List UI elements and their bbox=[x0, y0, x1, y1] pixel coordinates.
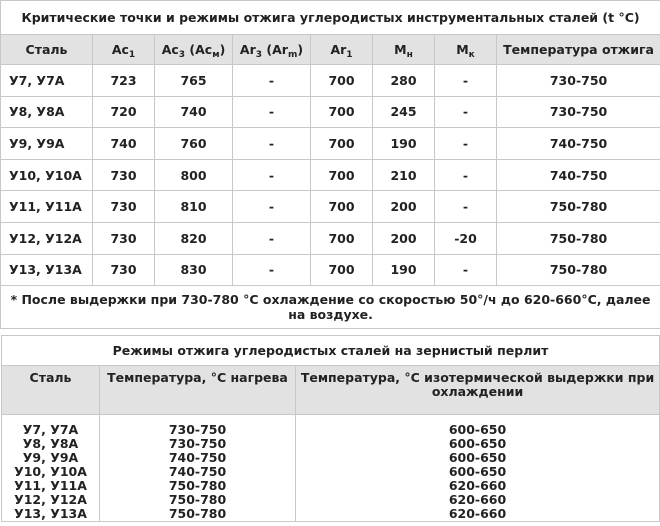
column-header-steel bbox=[1, 35, 93, 65]
value-cell: - bbox=[435, 191, 497, 223]
value-cell: 245 bbox=[373, 96, 435, 128]
column-header-steel: Сталь bbox=[2, 366, 100, 415]
header-alt-subscript: м bbox=[212, 50, 220, 60]
value-cell: 740 bbox=[93, 128, 155, 160]
header-main: Ac bbox=[161, 42, 179, 57]
table-row bbox=[1, 65, 660, 97]
table-row bbox=[1, 254, 660, 286]
granular-pearlite-annealing-table bbox=[1, 335, 660, 522]
value-cell: 210 bbox=[373, 159, 435, 191]
table-row bbox=[1, 159, 660, 191]
heating-temperature-line: 740-750 bbox=[168, 464, 227, 479]
holding-temperature-line: 620-660 bbox=[448, 478, 507, 493]
steel-grade-cell: У11, У11А bbox=[1, 191, 93, 223]
value-cell: - bbox=[435, 159, 497, 191]
steel-grades-cell bbox=[2, 415, 100, 522]
holding-temperature-line: 600-650 bbox=[448, 450, 507, 465]
header-subscript: к bbox=[468, 50, 475, 60]
column-header-mk bbox=[435, 35, 497, 65]
value-cell: 700 bbox=[311, 191, 373, 223]
steel-grade-line: У12, У12А bbox=[14, 492, 87, 507]
value-cell: 830 bbox=[155, 254, 233, 286]
value-cell: 700 bbox=[311, 159, 373, 191]
value-cell: - bbox=[233, 222, 311, 254]
value-cell: 200 bbox=[373, 222, 435, 254]
value-cell: 800 bbox=[155, 159, 233, 191]
heating-temperature-line: 740-750 bbox=[168, 450, 227, 465]
column-header-annealing-temperature bbox=[497, 35, 660, 65]
holding-temperatures-cell bbox=[296, 415, 660, 522]
steel-grade-cell: У8, У8А bbox=[1, 96, 93, 128]
value-cell: 740 bbox=[155, 96, 233, 128]
column-header-ar1 bbox=[311, 35, 373, 65]
value-cell: - bbox=[233, 128, 311, 160]
value-cell: 730 bbox=[93, 159, 155, 191]
header-main: Температура отжига bbox=[503, 42, 654, 57]
table-title: Критические точки и режимы отжига углеродистых инструментальных сталей (t °C) bbox=[1, 1, 660, 35]
value-cell: - bbox=[435, 128, 497, 160]
value-cell: 700 bbox=[311, 222, 373, 254]
header-subscript: 1 bbox=[346, 50, 353, 60]
value-cell: 190 bbox=[373, 254, 435, 286]
value-cell: - bbox=[435, 65, 497, 97]
steel-grade-line: У9, У9А bbox=[22, 450, 79, 465]
holding-temperature-line: 620-660 bbox=[448, 506, 507, 521]
steel-grade-cell: У9, У9А bbox=[1, 128, 93, 160]
value-cell: 200 bbox=[373, 191, 435, 223]
table-row bbox=[1, 128, 660, 160]
header-main: M bbox=[394, 42, 407, 57]
column-header-ac3-acm: $Ac_3$ $(Ac_м)$ bbox=[155, 35, 233, 65]
header-main: Ar bbox=[239, 42, 256, 57]
header-main: Ar bbox=[330, 42, 347, 57]
holding-temperature-line: 600-650 bbox=[448, 422, 507, 437]
header-alt-subscript: m bbox=[287, 50, 298, 60]
table-row bbox=[1, 222, 660, 254]
heating-temperatures-cell bbox=[100, 415, 296, 522]
value-cell: - bbox=[233, 65, 311, 97]
header-main: Ac bbox=[111, 42, 129, 57]
table-row bbox=[1, 191, 660, 223]
header-alt: Ac bbox=[195, 42, 213, 57]
value-cell: 730 bbox=[93, 254, 155, 286]
column-header-ac1 bbox=[93, 35, 155, 65]
heating-temperature-line: 730-750 bbox=[168, 436, 227, 451]
value-cell: - bbox=[233, 254, 311, 286]
steel-grade-line: У10, У10А bbox=[14, 464, 87, 479]
steel-grade-line: У7, У7А bbox=[22, 422, 79, 437]
header-subscript: 3 bbox=[178, 50, 186, 60]
heating-temperature-line: 750-780 bbox=[168, 506, 227, 521]
value-cell: - bbox=[233, 159, 311, 191]
steel-grade-line: У8, У8А bbox=[22, 436, 79, 451]
steel-grade-line: У13, У13А bbox=[14, 506, 87, 521]
header-subscript: н bbox=[406, 50, 413, 60]
value-cell: 740-750 bbox=[497, 159, 660, 191]
steel-grade-line: У11, У11А bbox=[14, 478, 87, 493]
value-cell: 723 bbox=[93, 65, 155, 97]
steel-grade-cell: У13, У13А bbox=[1, 254, 93, 286]
column-header-mn bbox=[373, 35, 435, 65]
header-subscript: 1 bbox=[128, 50, 136, 60]
value-cell: 730-750 bbox=[497, 65, 660, 97]
value-cell: 740-750 bbox=[497, 128, 660, 160]
table-title: Режимы отжига углеродистых сталей на зернистый перлит bbox=[2, 336, 660, 366]
steel-grade-cell: У7, У7А bbox=[1, 65, 93, 97]
value-cell: 730-750 bbox=[497, 96, 660, 128]
header-alt: Ar bbox=[272, 42, 288, 57]
value-cell: 750-780 bbox=[497, 254, 660, 286]
value-cell: -20 bbox=[435, 222, 497, 254]
holding-temperature-line: 600-650 bbox=[448, 436, 507, 451]
table-row bbox=[1, 96, 660, 128]
value-cell: 750-780 bbox=[497, 222, 660, 254]
heating-temperature-line: 730-750 bbox=[168, 422, 227, 437]
heating-temperature-line: 750-780 bbox=[168, 492, 227, 507]
value-cell: 700 bbox=[311, 128, 373, 160]
heating-temperature-line: 750-780 bbox=[168, 478, 227, 493]
value-cell: 730 bbox=[93, 191, 155, 223]
holding-temperature-line: 620-660 bbox=[448, 492, 507, 507]
header-main: M bbox=[456, 42, 469, 57]
value-cell: 700 bbox=[311, 96, 373, 128]
value-cell: 765 bbox=[155, 65, 233, 97]
header-subscript: 3 bbox=[255, 50, 263, 60]
column-header-holding-temperature: Температура, °С изотермической выдержки при охлаждении bbox=[296, 366, 660, 415]
value-cell: 750-780 bbox=[497, 191, 660, 223]
value-cell: 700 bbox=[311, 65, 373, 97]
value-cell: 760 bbox=[155, 128, 233, 160]
holding-temperature-line: 600-650 bbox=[448, 464, 507, 479]
table-footnote: * После выдержки при 730-780 °С охлаждение со скоростью 50°/ч до 620-660°С, далее на воздухе. bbox=[1, 286, 660, 329]
value-cell: - bbox=[233, 191, 311, 223]
column-header-ar3-arm: $Ar_3$ $(Ar_m)$ bbox=[233, 35, 311, 65]
value-cell: - bbox=[435, 96, 497, 128]
value-cell: 190 bbox=[373, 128, 435, 160]
value-cell: 700 bbox=[311, 254, 373, 286]
value-cell: 730 bbox=[93, 222, 155, 254]
steel-grade-cell: У12, У12А bbox=[1, 222, 93, 254]
value-cell: 720 bbox=[93, 96, 155, 128]
column-header-heating-temperature: Температура, °С нагрева bbox=[100, 366, 296, 415]
header-main: Сталь bbox=[25, 42, 68, 57]
value-cell: 810 bbox=[155, 191, 233, 223]
value-cell: - bbox=[435, 254, 497, 286]
value-cell: - bbox=[233, 96, 311, 128]
steel-grade-cell: У10, У10А bbox=[1, 159, 93, 191]
value-cell: 820 bbox=[155, 222, 233, 254]
value-cell: 280 bbox=[373, 65, 435, 97]
